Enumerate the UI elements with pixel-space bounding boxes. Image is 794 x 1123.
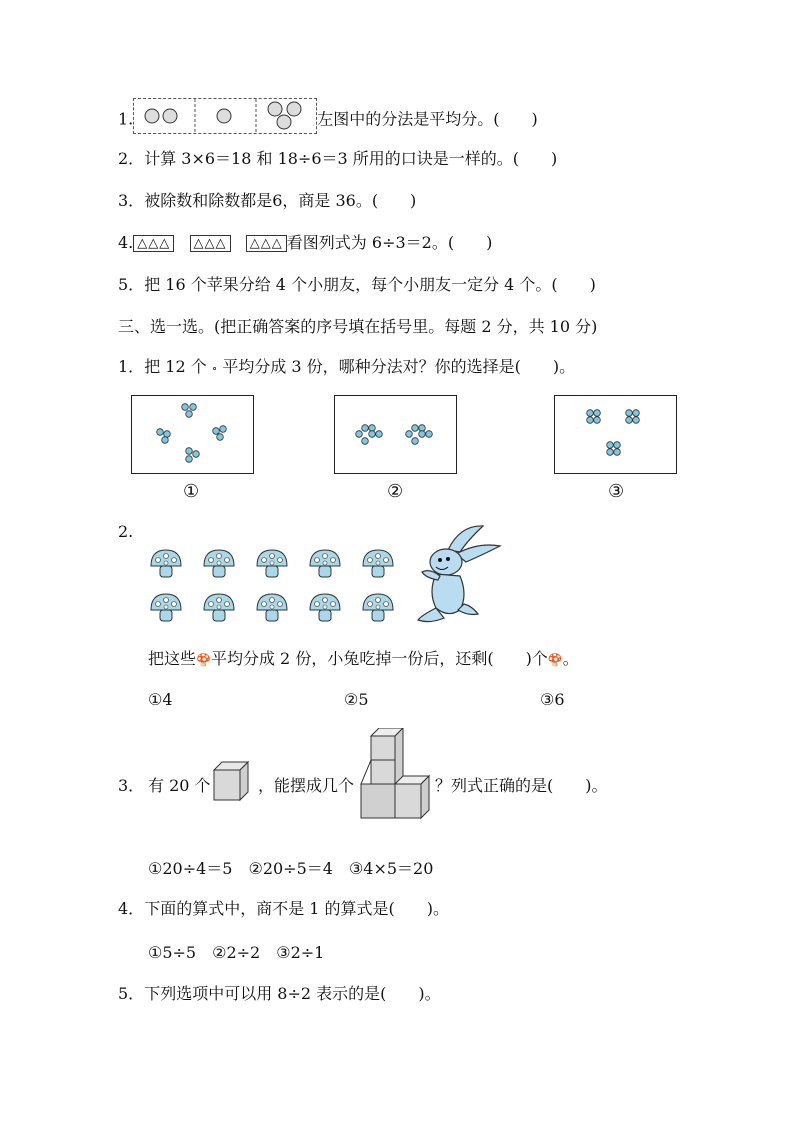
judge-q5: [118, 274, 596, 296]
choose-q1: [118, 356, 575, 380]
choose-q3-options: ①20÷4＝5 ②20÷5＝4 ③4×5＝20: [148, 859, 434, 878]
question-text: 把这些: [148, 649, 197, 668]
choose-q3-text-c: ？列式正确的是( )。: [435, 776, 608, 795]
choose-q4: [118, 898, 449, 920]
question-text: 下面的算式中，商不是 1 的算式是( )。: [144, 899, 450, 918]
question-number: 5．: [118, 984, 145, 1003]
choose-q5: [118, 983, 441, 1005]
option-label-3: ③: [608, 481, 625, 502]
option-label-2: ②: [387, 481, 404, 502]
triangle-group: △△△: [190, 235, 231, 252]
circle-groups-icon: [134, 99, 316, 133]
question-text: 平均分成 2 份，小兔吃掉一份后，还剩( )个: [210, 649, 548, 668]
choose-q3-number: 3．: [118, 776, 145, 795]
question-number: 4.: [118, 233, 134, 252]
question-number: 2．: [118, 149, 145, 168]
question-text: 。: [562, 649, 579, 668]
choose-q4-options: ①5÷5 ②2÷2 ③2÷1: [148, 943, 325, 962]
option-picture-2: [334, 395, 457, 474]
option-picture-3: [554, 395, 677, 474]
section-title: 三、选一选。(把正确答案的序号填在括号里。每题 2 分，共 10 分): [118, 317, 598, 336]
choose-q3-text-a: 有 20 个: [148, 776, 211, 795]
mushroom-icon: 🍄: [547, 653, 563, 667]
question-text: 下列选项中可以用 8÷2 表示的是( )。: [144, 984, 441, 1003]
choose-q2-option-3: ③6: [540, 690, 565, 709]
choose-q2-number: 2.: [118, 522, 134, 541]
triangle-group: △△△: [133, 235, 174, 252]
judge-q3: [118, 190, 416, 212]
mushroom-grid: [146, 545, 406, 630]
cube-icon: [212, 760, 250, 802]
question-number: 4．: [118, 899, 145, 918]
option-picture-1: [131, 395, 254, 474]
triangle-group: △△△: [246, 235, 287, 252]
judge-q4: [118, 232, 492, 254]
rabbit-icon: [408, 520, 508, 626]
dot-icon: ∘: [211, 362, 218, 375]
question-number: 1.: [118, 109, 134, 129]
mushroom-icon: 🍄: [196, 653, 211, 667]
question-number: 1．: [118, 357, 145, 376]
judge-q2: [118, 148, 557, 170]
question-text: 平均分成 3 份，哪种分法对？你的选择是( )。: [222, 357, 576, 376]
question-number: 5．: [118, 275, 145, 294]
question-text: 计算 3×6＝18 和 18÷6＝3 所用的口诀是一样的。( ): [144, 149, 558, 168]
option-label-1: ①: [183, 481, 200, 502]
question-number: 3．: [118, 191, 145, 210]
cube-stack-icon: [359, 728, 435, 838]
choose-q2-text: [148, 648, 579, 671]
choose-q2-option-1: ①4: [148, 690, 173, 709]
question-text: 看图列式为 6÷3＝2。( ): [286, 233, 493, 252]
question-text: 左图中的分法是平均分。( ): [317, 109, 538, 129]
division-diagram: [133, 98, 317, 134]
question-text: 被除数和除数都是6，商是 36。( ): [144, 191, 417, 210]
choose-q2-option-2: ②5: [344, 690, 369, 709]
judge-q1: [118, 106, 538, 134]
choose-q3-text-b: ，能摆成几个: [258, 776, 355, 795]
question-text: 把 12 个: [144, 357, 207, 376]
question-text: 把 16 个苹果分给 4 个小朋友，每个小朋友一定分 4 个。( ): [144, 275, 596, 294]
